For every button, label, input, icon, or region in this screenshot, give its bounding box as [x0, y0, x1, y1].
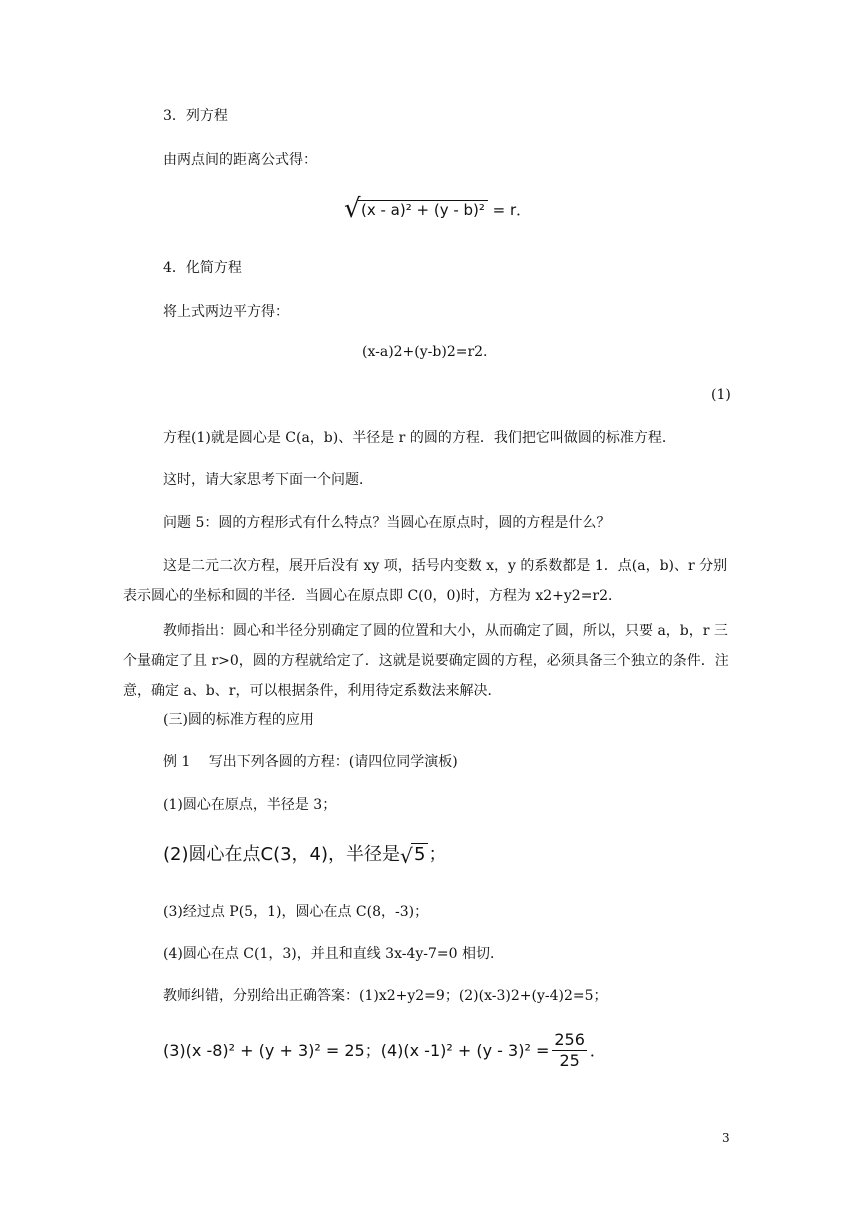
paragraph-5: 教师指出：圆心和半径分别确定了圆的位置和大小，从而确定了圆，所以，只要 a，b，r 三个量确定了且 r>0，圆的方程就给定了．这就是说要确定圆的方程，必须具备三个独立的条件．注意，确定 a、b、r，可以根据条件，利用待定系数法来解决． — [123, 623, 729, 699]
numerator: 256 — [554, 1030, 585, 1049]
equation-rhs: = r． — [487, 201, 532, 219]
page-number: 3 — [722, 1131, 730, 1145]
answer-line: 教师纠错，分别给出正确答案：(1)x2+y2=9；(2)(x-3)2+(y-4)2=5； — [163, 988, 608, 1004]
step-4-heading: 4．化简方程 — [163, 260, 242, 276]
sqrt-5 — [400, 844, 428, 868]
paragraph-2: 这时，请大家思考下面一个问题． — [163, 472, 373, 488]
paragraph-3: 问题 5：圆的方程形式有什么特点？当圆心在原点时，圆的方程是什么？ — [163, 515, 611, 531]
radical-sign: √ — [344, 194, 361, 224]
item-1: (1)圆心在原点，半径是 3； — [163, 797, 337, 813]
paragraph-1: 方程(1)就是圆心是 C(a，b)、半径是 r 的圆的方程．我们把它叫做圆的标准方程． — [163, 430, 676, 446]
example-1-heading: 例 1 写出下列各圆的方程：(请四位同学演板) — [163, 754, 458, 770]
answer-line-2 — [163, 1030, 606, 1071]
item-2-text: (2)圆心在点C(3，4)，半径是 — [163, 844, 401, 865]
radicand: (x - a)² + (y - b)² — [358, 200, 488, 219]
fraction — [552, 1030, 587, 1071]
equation-sqrt — [344, 194, 532, 224]
denominator: 25 — [559, 1051, 580, 1070]
square-text: 将上式两边平方得： — [163, 304, 289, 320]
answer-2-text: (3)(x -8)² + (y + 3)² = 25；(4)(x -1)² + (y - 3)² = — [163, 1040, 550, 1060]
item-2-end: ； — [428, 844, 447, 865]
section-iii-heading: (三)圆的标准方程的应用 — [163, 712, 314, 728]
radical-sign: √ — [400, 844, 413, 868]
item-4: (4)圆心在点 C(1，3)，并且和直线 3x-4y-7=0 相切． — [163, 946, 505, 962]
standard-equation: (x-a)2+(y-b)2=r2. — [362, 344, 488, 360]
item-2 — [163, 844, 447, 868]
item-3: (3)经过点 P(5，1)，圆心在点 C(8，-3)； — [163, 904, 429, 920]
equation-number: (1) — [711, 387, 731, 403]
answer-2-end: ． — [589, 1040, 606, 1060]
step-3-heading: 3．列方程 — [163, 108, 228, 124]
sqrt-expression — [344, 194, 488, 224]
paragraph-4: 这是二元二次方程，展开后没有 xy 项，括号内变数 x，y 的系数都是 1．点(a，b)、r 分别表示圆心的坐标和圆的半径．当圆心在原点即 C(0，0)时，方程为 x2+y2=r2． — [123, 558, 728, 604]
radicand: 5 — [411, 843, 428, 865]
distance-formula-text: 由两点间的距离公式得： — [163, 152, 317, 168]
